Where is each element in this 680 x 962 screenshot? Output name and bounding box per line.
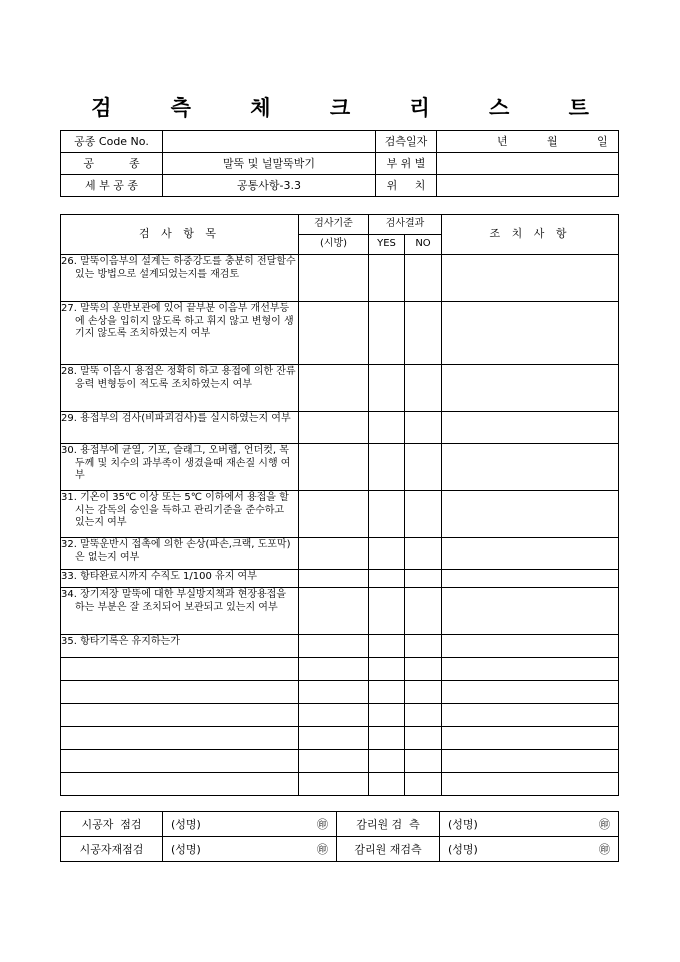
item-35: 35. 항타기록은 유지하는가 xyxy=(61,635,299,658)
standard-cell[interactable] xyxy=(299,704,369,727)
date-month: 월 xyxy=(547,135,558,148)
item-31: 31. 기온이 35℃ 이상 또는 5℃ 이하에서 용접을 할시는 감독의 승인을 득하고 관리기준을 준수하고 있는지 여부 xyxy=(61,491,299,538)
col-standard-header: 검사기준 xyxy=(299,215,369,235)
detail-value: 공통사항-3.3 xyxy=(163,175,376,197)
seal-icon: ㊞ xyxy=(241,837,337,862)
standard-cell[interactable] xyxy=(299,570,369,588)
blank-item-cell[interactable] xyxy=(61,704,299,727)
header-table xyxy=(60,130,619,197)
col-yes: YES xyxy=(369,235,405,255)
no-cell[interactable] xyxy=(405,681,442,704)
action-cell[interactable] xyxy=(442,444,619,491)
supervisor-recheck-label: 감리원 재검측 xyxy=(337,837,440,862)
contractor-check-name[interactable]: (성명) xyxy=(163,812,241,837)
yes-cell[interactable] xyxy=(369,491,405,538)
location-part-value[interactable] xyxy=(437,153,619,175)
standard-cell[interactable] xyxy=(299,588,369,635)
standard-cell[interactable] xyxy=(299,538,369,570)
no-cell[interactable] xyxy=(405,570,442,588)
work-code-label: 공종 Code No. xyxy=(61,131,163,153)
inspection-date-label: 검측일자 xyxy=(376,131,437,153)
yes-cell[interactable] xyxy=(369,635,405,658)
yes-cell[interactable] xyxy=(369,773,405,796)
contractor-check-label: 시공자 점검 xyxy=(61,812,163,837)
item-29: 29. 용접부의 검사(비파괴검사)를 실시하였는지 여부 xyxy=(61,412,299,444)
standard-cell[interactable] xyxy=(299,491,369,538)
standard-cell[interactable] xyxy=(299,302,369,365)
standard-cell[interactable] xyxy=(299,681,369,704)
action-cell[interactable] xyxy=(442,681,619,704)
no-cell[interactable] xyxy=(405,635,442,658)
item-26: 26. 말뚝이음부의 설계는 하중강도를 충분히 전달할수 있는 방법으로 설계되었는지를 재검토 xyxy=(61,255,299,302)
position-label: 위 치 xyxy=(376,175,437,197)
yes-cell[interactable] xyxy=(369,538,405,570)
document-title: 검 측 체 크 리 스 트 xyxy=(91,95,615,120)
standard-cell[interactable] xyxy=(299,365,369,412)
seal-icon: ㊞ xyxy=(241,812,337,837)
action-cell[interactable] xyxy=(442,491,619,538)
no-cell[interactable] xyxy=(405,365,442,412)
standard-cell[interactable] xyxy=(299,255,369,302)
date-day: 일 xyxy=(597,135,608,148)
col-result-header: 검사결과 xyxy=(369,215,442,235)
inspection-table xyxy=(60,214,619,796)
no-cell[interactable] xyxy=(405,658,442,681)
blank-item-cell[interactable] xyxy=(61,727,299,750)
yes-cell[interactable] xyxy=(369,412,405,444)
seal-icon: ㊞ xyxy=(520,837,619,862)
supervisor-recheck-name[interactable]: (성명) xyxy=(440,837,520,862)
col-no: NO xyxy=(405,235,442,255)
detail-label: 세 부 공 종 xyxy=(61,175,163,197)
standard-cell[interactable] xyxy=(299,658,369,681)
col-standard-sub: (시방) xyxy=(299,235,369,255)
action-cell[interactable] xyxy=(442,412,619,444)
no-cell[interactable] xyxy=(405,412,442,444)
action-cell[interactable] xyxy=(442,570,619,588)
action-cell[interactable] xyxy=(442,588,619,635)
supervisor-check-label: 감리원 검 측 xyxy=(337,812,440,837)
standard-cell[interactable] xyxy=(299,773,369,796)
supervisor-check-name[interactable]: (성명) xyxy=(440,812,520,837)
yes-cell[interactable] xyxy=(369,681,405,704)
action-cell[interactable] xyxy=(442,538,619,570)
date-year: 년 xyxy=(497,135,508,148)
item-34: 34. 장기저장 말뚝에 대한 부실방지책과 현장용접을 하는 부분은 잘 조치되어 보관되고 있는지 여부 xyxy=(61,588,299,635)
yes-cell[interactable] xyxy=(369,570,405,588)
work-code-value[interactable] xyxy=(163,131,376,153)
yes-cell[interactable] xyxy=(369,365,405,412)
no-cell[interactable] xyxy=(405,491,442,538)
col-items-header: 검 사 항 목 xyxy=(61,215,299,255)
yes-cell[interactable] xyxy=(369,302,405,365)
yes-cell[interactable] xyxy=(369,588,405,635)
blank-item-cell[interactable] xyxy=(61,773,299,796)
standard-cell[interactable] xyxy=(299,635,369,658)
no-cell[interactable] xyxy=(405,727,442,750)
action-cell[interactable] xyxy=(442,302,619,365)
yes-cell[interactable] xyxy=(369,704,405,727)
standard-cell[interactable] xyxy=(299,412,369,444)
item-28: 28. 말뚝 이음시 용접은 정확히 하고 용접에 의한 잔류응력 변형등이 적도록 조치하였는지 여부 xyxy=(61,365,299,412)
signature-table xyxy=(60,811,619,862)
action-cell[interactable] xyxy=(442,365,619,412)
action-cell[interactable] xyxy=(442,773,619,796)
location-part-label: 부 위 별 xyxy=(376,153,437,175)
action-cell[interactable] xyxy=(442,750,619,773)
action-cell[interactable] xyxy=(442,727,619,750)
no-cell[interactable] xyxy=(405,255,442,302)
yes-cell[interactable] xyxy=(369,444,405,491)
contractor-recheck-label: 시공자재점검 xyxy=(61,837,163,862)
no-cell[interactable] xyxy=(405,773,442,796)
yes-cell[interactable] xyxy=(369,750,405,773)
action-cell[interactable] xyxy=(442,704,619,727)
no-cell[interactable] xyxy=(405,704,442,727)
item-32: 32. 말뚝운반시 접촉에 의한 손상(파손,크랙, 도포막)은 없는지 여부 xyxy=(61,538,299,570)
standard-cell[interactable] xyxy=(299,727,369,750)
contractor-recheck-name[interactable]: (성명) xyxy=(163,837,241,862)
no-cell[interactable] xyxy=(405,302,442,365)
inspection-date-value[interactable] xyxy=(437,131,619,153)
standard-cell[interactable] xyxy=(299,444,369,491)
action-cell[interactable] xyxy=(442,658,619,681)
standard-cell[interactable] xyxy=(299,750,369,773)
item-33: 33. 항타완료시까지 수직도 1/100 유지 여부 xyxy=(61,570,299,588)
work-value: 말뚝 및 널말뚝박기 xyxy=(163,153,376,175)
work-label: 공 종 xyxy=(61,153,163,175)
no-cell[interactable] xyxy=(405,588,442,635)
yes-cell[interactable] xyxy=(369,727,405,750)
blank-item-cell[interactable] xyxy=(61,681,299,704)
item-27: 27. 말뚝의 운반보관에 있어 끝부분 이음부 개선부등에 손상을 입히지 않도록 하고 휘지 않고 변형이 생기지 않도록 조치하였는지 여부 xyxy=(61,302,299,365)
no-cell[interactable] xyxy=(405,750,442,773)
blank-item-cell[interactable] xyxy=(61,658,299,681)
item-30: 30. 용접부에 균열, 기포, 슬래그, 오버랩, 언더컷, 목두께 및 치수의 과부족이 생겼을때 재손질 시행 여부 xyxy=(61,444,299,491)
no-cell[interactable] xyxy=(405,444,442,491)
blank-item-cell[interactable] xyxy=(61,750,299,773)
action-cell[interactable] xyxy=(442,255,619,302)
yes-cell[interactable] xyxy=(369,255,405,302)
yes-cell[interactable] xyxy=(369,658,405,681)
col-action-header: 조 치 사 항 xyxy=(442,215,619,255)
action-cell[interactable] xyxy=(442,635,619,658)
seal-icon: ㊞ xyxy=(520,812,619,837)
position-value[interactable] xyxy=(437,175,619,197)
no-cell[interactable] xyxy=(405,538,442,570)
